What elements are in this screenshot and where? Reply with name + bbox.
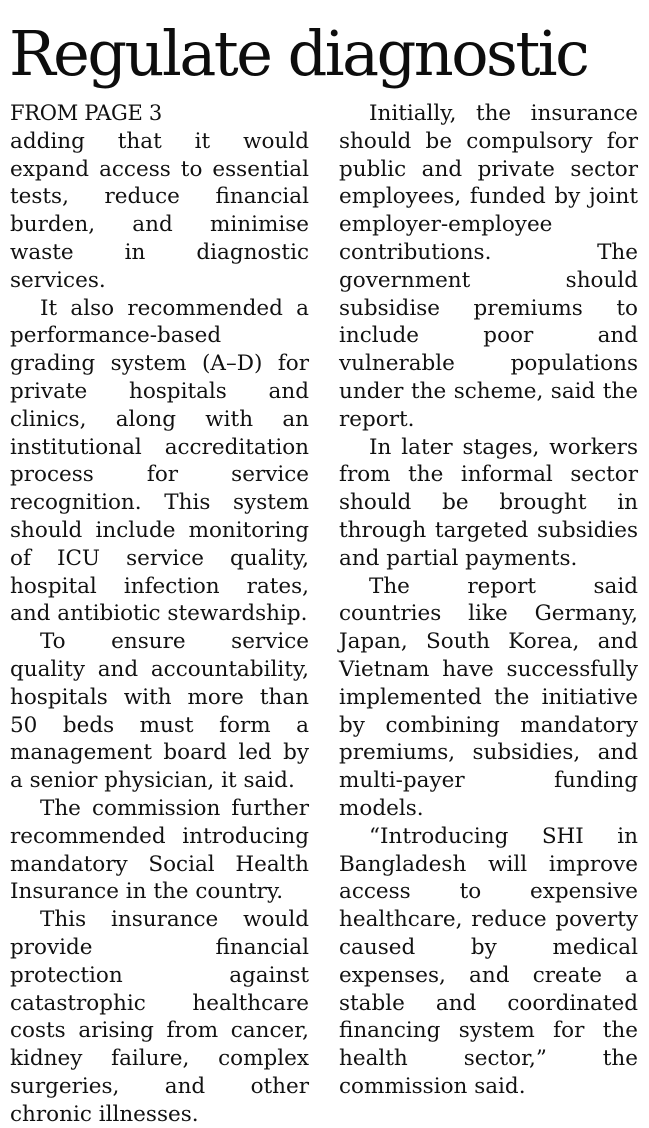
paragraph: The report said countries like Germany, Japan, South Korea, and Vietnam have successfully implemented the initiative by combining mandatory premiums, subsidies, and multi-payer funding models. [339,573,638,821]
paragraph: It also recommended a performance-based grading system (A–D) for private hospitals and clinics, along with an institutional accreditation process for service recognition. This system should include monitoring of ICU service quality, hospital infection rates, and antibiotic stewardship. [10,295,309,627]
paragraph: This insurance would provide financial protection against catastrophic healthcare costs arising from cancer, kidney failure, complex surgeries, and other chronic illnesses. [10,907,309,1127]
paragraph: Initially, the insurance should be compulsory for public and private sector employees, funded by joint employer-employee contributions. The government should subsidise premiums to include poor and vulnerable populations under the scheme, said the report. [339,101,638,432]
article-column-left [10,100,309,1128]
continuation-kicker: FROM PAGE 3 [10,101,162,125]
paragraph: To ensure service quality and accountability, hospitals with more than 50 beds must form a management board led by a senior physician, it said. [10,629,309,794]
paragraph: “Introducing SHI in Bangladesh will improve access to expensive healthcare, reduce poverty caused by medical expenses, and create a stable and coordinated financing system for the health sector,” the commission said. [339,823,638,1099]
headline: Regulate diagnostic [9,17,588,90]
paragraph: The commission further recommended introducing mandatory Social Health Insurance in the country. [10,795,309,905]
article-column-right [339,100,638,1101]
paragraph: adding that it would expand access to essential tests, reduce financial burden, and minimise waste in diagnostic services. [10,128,309,293]
paragraph: In later stages, workers from the informal sector should be brought in through targeted subsidies and partial payments. [339,434,638,571]
